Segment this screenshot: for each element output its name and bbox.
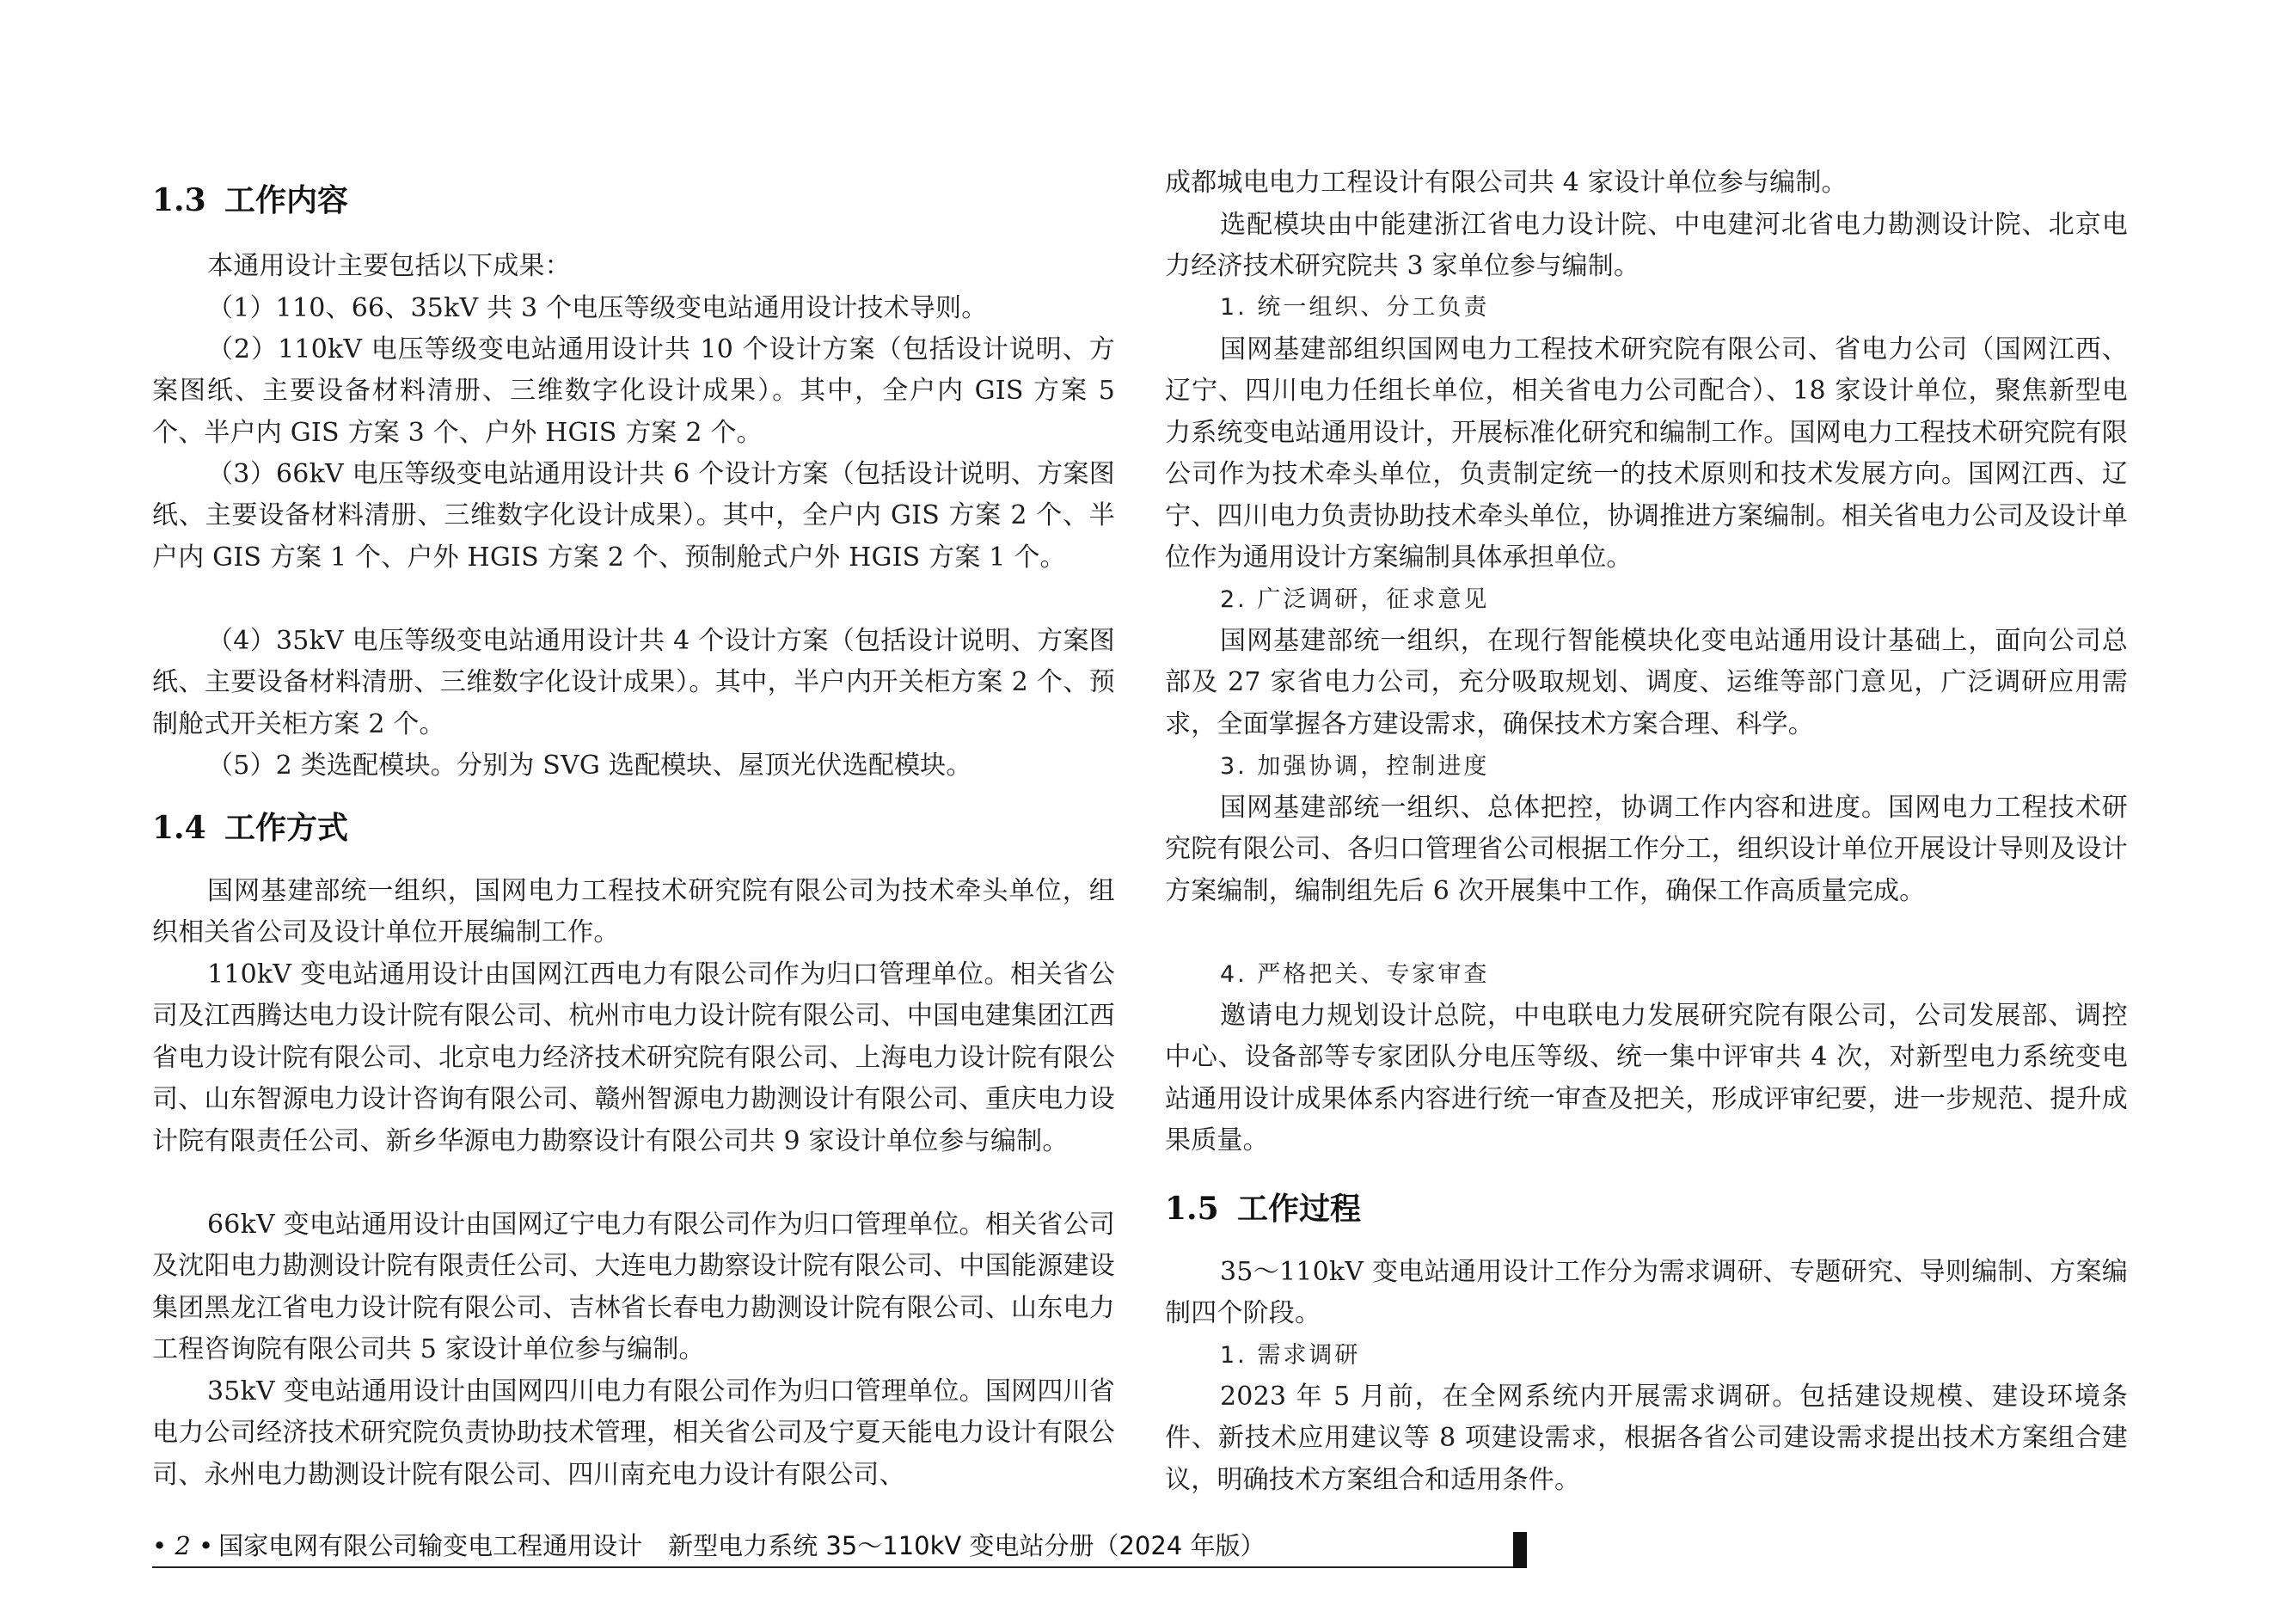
- paragraph: 本通用设计主要包括以下成果：: [207, 251, 571, 281]
- section-title: 工作内容: [224, 182, 349, 218]
- subsection-label: 3. 加强协调，控制进度: [1220, 753, 1490, 780]
- footer-text: [152, 1527, 1265, 1565]
- paragraph: （3）66kV 电压等级变电站通用设计共 6 个设计方案（包括设计说明、方案图纸、主要设备材料清册、三维数字化设计成果）。其中，全户内 GIS 方案 2 个、半户内 GIS 方案 1 个、户外 HGIS 方案 2 个、预制舱式户外 HGIS 方案 1 个。: [152, 459, 1115, 573]
- section-number: 1.4: [152, 810, 206, 846]
- paragraph: 邀请电力规划设计总院，中电联电力发展研究院有限公司，公司发展部、调控中心、设备部等专家团队分电压等级、统一集中评审共 4 次，对新型电力系统变电站通用设计成果体系内容进行统一审查及把关，形成评审纪要，进一步规范、提升成果质量。: [1165, 1001, 2128, 1156]
- paragraph: 国网基建部统一组织、总体把控，协调工作内容和进度。国网电力工程技术研究院有限公司、各归口管理省公司根据工作分工，组织设计单位开展设计导则及设计方案编制，编制组先后 6 次开展集中工作，确保工作高质量完成。: [1165, 793, 2128, 906]
- paragraph: 国网基建部统一组织，国网电力工程技术研究院有限公司为技术牵头单位，组织相关省公司及设计单位开展编制工作。: [152, 876, 1115, 948]
- subsection-label: 4. 严格把关、专家审查: [1220, 961, 1490, 988]
- footer-rule: [152, 1566, 1526, 1568]
- volume-title: 新型电力系统 35～110kV 变电站分册（2024 年版）: [668, 1531, 1266, 1560]
- section-number: 1.3: [152, 182, 206, 218]
- section-heading-1-3: [152, 179, 348, 222]
- paragraph: 110kV 变电站通用设计由国网江西电力有限公司作为归口管理单位。相关省公司及江西腾达电力设计院有限公司、杭州市电力设计院有限公司、中国电建集团江西省电力设计院有限公司、北京电力经济技术研究院有限公司、上海电力设计院有限公司、山东智源电力设计咨询有限公司、赣州智源电力勘测设计有限公司、重庆电力设计院有限责任公司、新乡华源电力勘察设计有限公司共 9 家设计单位参与编制。: [152, 959, 1115, 1156]
- paragraph: 35kV 变电站通用设计由国网四川电力有限公司作为归口管理单位。国网四川省电力公司经济技术研究院负责协助技术管理，相关省公司及宁夏天能电力设计有限公司、永州电力勘测设计院有限公司、四川南充电力设计有限公司、: [152, 1376, 1115, 1490]
- paragraph: 35～110kV 变电站通用设计工作分为需求调研、专题研究、导则编制、方案编制四个阶段。: [1165, 1257, 2128, 1329]
- section-title: 工作过程: [1237, 1191, 1362, 1227]
- paragraph: 国网基建部统一组织，在现行智能模块化变电站通用设计基础上，面向公司总部及 27 家省电力公司，充分吸取规划、调度、运维等部门意见，广泛调研应用需求，全面掌握各方建设需求，确保技术方案合理、科学。: [1165, 626, 2128, 739]
- book-title: 国家电网有限公司输变电工程通用设计: [218, 1531, 643, 1560]
- subsection-label: 1. 统一组织、分工负责: [1220, 294, 1490, 321]
- paragraph: 国网基建部组织国网电力工程技术研究院有限公司、省电力公司（国网江西、辽宁、四川电力任组长单位，相关省电力公司配合）、18 家设计单位，聚焦新型电力系统变电站通用设计，开展标准化研究和编制工作。国网电力工程技术研究院有限公司作为技术牵头单位，负责制定统一的技术原则和技术发展方向。国网江西、辽宁、四川电力负责协助技术牵头单位，协调推进方案编制。相关省电力公司及设计单位作为通用设计方案编制具体承担单位。: [1165, 334, 2128, 573]
- footer-edge-mark: [1513, 1532, 1527, 1568]
- page-number: • 2 •: [152, 1531, 214, 1560]
- paragraph: 66kV 变电站通用设计由国网辽宁电力有限公司作为归口管理单位。相关省公司及沈阳电力勘测设计院有限责任公司、大连电力勘察设计院有限公司、中国能源建设集团黑龙江省电力设计院有限公司、吉林省长春电力勘测设计院有限公司、山东电力工程咨询院有限公司共 5 家设计单位参与编制。: [152, 1210, 1115, 1365]
- paragraph: （4）35kV 电压等级变电站通用设计共 4 个设计方案（包括设计说明、方案图纸、主要设备材料清册、三维数字化设计成果）。其中，半户内开关柜方案 2 个、预制舱式开关柜方案 2 个。: [152, 626, 1115, 739]
- paragraph: 2023 年 5 月前，在全网系统内开展需求调研。包括建设规模、建设环境条件、新技术应用建议等 8 项建设需求，根据各省公司建设需求提出技术方案组合建议，明确技术方案组合和适用条件。: [1165, 1382, 2128, 1495]
- section-title: 工作方式: [224, 810, 349, 846]
- subsection-label: 1. 需求调研: [1220, 1342, 1361, 1369]
- paragraph: （1）110、66、35kV 共 3 个电压等级变电站通用设计技术导则。: [207, 293, 988, 323]
- paragraph: （5）2 类选配模块。分别为 SVG 选配模块、屋顶光伏选配模块。: [207, 751, 972, 781]
- section-heading-1-5: [1165, 1187, 1361, 1230]
- subsection-label: 2. 广泛调研，征求意见: [1220, 586, 1490, 613]
- section-heading-1-4: [152, 806, 348, 849]
- paragraph: （2）110kV 电压等级变电站通用设计共 10 个设计方案（包括设计说明、方案图纸、主要设备材料清册、三维数字化设计成果）。其中，全户内 GIS 方案 5 个、半户内 GIS 方案 3 个、户外 HGIS 方案 2 个。: [152, 334, 1115, 448]
- page-footer: [152, 1527, 1526, 1570]
- paragraph: 成都城电电力工程设计有限公司共 4 家设计单位参与编制。: [1165, 168, 1848, 198]
- section-number: 1.5: [1165, 1191, 1219, 1227]
- paragraph: 选配模块由中能建浙江省电力设计院、中电建河北省电力勘测设计院、北京电力经济技术研究院共 3 家单位参与编制。: [1165, 210, 2128, 282]
